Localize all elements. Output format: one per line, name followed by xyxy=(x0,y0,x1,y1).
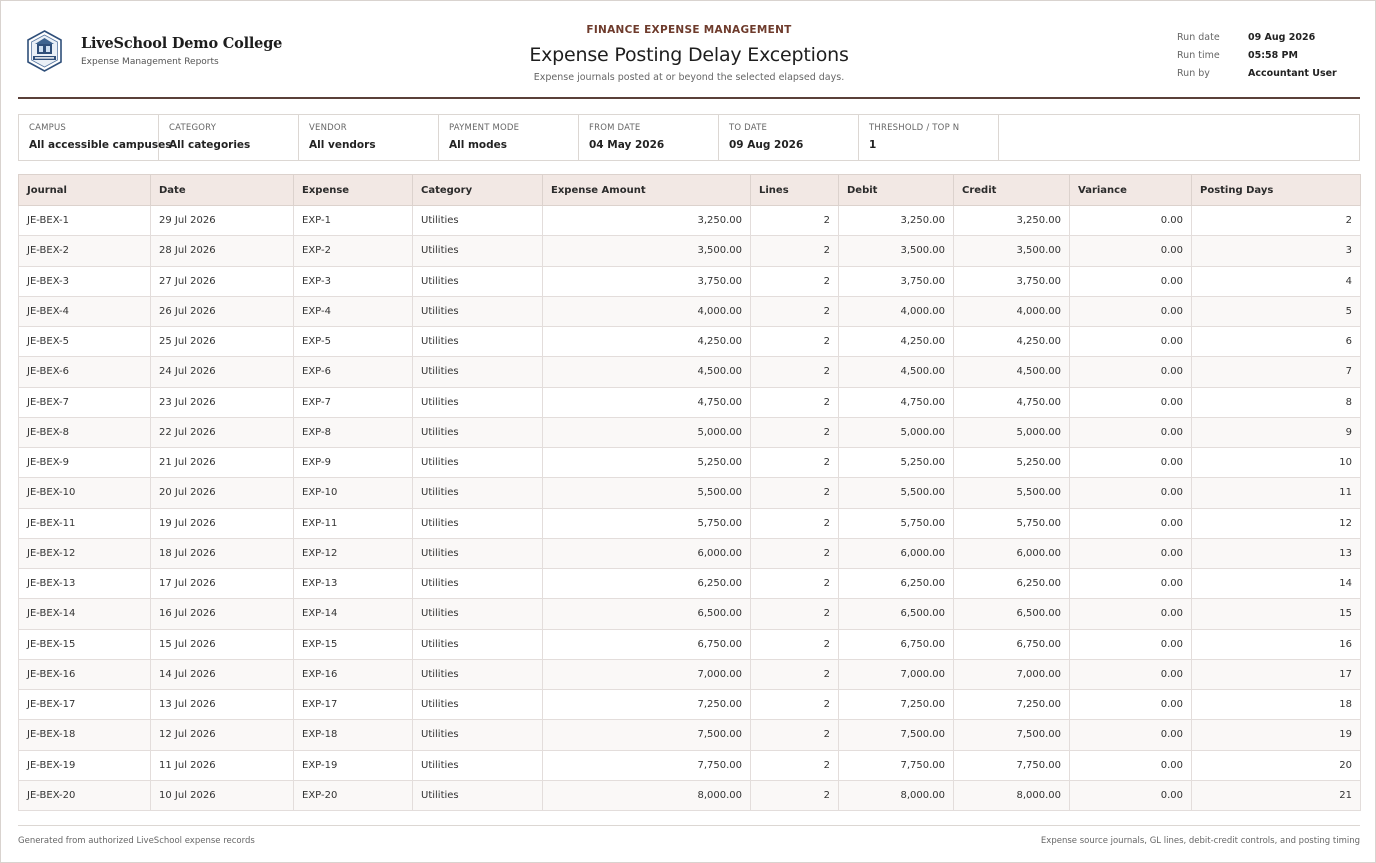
table-cell: 16 xyxy=(1192,629,1361,659)
exceptions-table xyxy=(18,174,1361,811)
table-row xyxy=(19,327,1361,357)
table-cell: 18 xyxy=(1192,690,1361,720)
footer-right-text: Expense source journals, GL lines, debit-credit controls, and posting timing xyxy=(1040,836,1360,846)
table-cell: 4,750.00 xyxy=(543,387,751,417)
table-cell: Utilities xyxy=(413,599,543,629)
table-row xyxy=(19,780,1361,810)
report-header xyxy=(18,1,1360,99)
table-cell: 4,500.00 xyxy=(543,357,751,387)
table-row xyxy=(19,357,1361,387)
table-cell: EXP-11 xyxy=(294,508,413,538)
table-cell: 0.00 xyxy=(1070,538,1192,568)
table-cell: 7,500.00 xyxy=(543,720,751,750)
table-cell: 6,750.00 xyxy=(839,629,954,659)
table-cell: 23 Jul 2026 xyxy=(151,387,294,417)
table-cell: 29 Jul 2026 xyxy=(151,206,294,236)
table-cell: 7,250.00 xyxy=(543,690,751,720)
filter-label: CAMPUS xyxy=(29,123,67,133)
run-date-value: 09 Aug 2026 xyxy=(1248,31,1316,43)
table-cell: 7,000.00 xyxy=(954,659,1070,689)
table-cell: 5,250.00 xyxy=(543,448,751,478)
filter-summary xyxy=(18,114,1360,161)
table-cell: Utilities xyxy=(413,690,543,720)
table-row xyxy=(19,599,1361,629)
table-cell: EXP-7 xyxy=(294,387,413,417)
table-cell: 5,750.00 xyxy=(839,508,954,538)
filter-value: 1 xyxy=(869,139,877,151)
table-cell: 5,000.00 xyxy=(954,417,1070,447)
table-row xyxy=(19,448,1361,478)
table-row xyxy=(19,387,1361,417)
table-cell: 3,500.00 xyxy=(543,236,751,266)
report-eyebrow: FINANCE EXPENSE MANAGEMENT xyxy=(586,24,792,36)
table-row xyxy=(19,417,1361,447)
table-cell: JE-BEX-14 xyxy=(19,599,151,629)
table-cell: 25 Jul 2026 xyxy=(151,327,294,357)
table-cell: 6,250.00 xyxy=(839,569,954,599)
table-cell: JE-BEX-12 xyxy=(19,538,151,568)
table-cell: Utilities xyxy=(413,569,543,599)
table-cell: 6,500.00 xyxy=(839,599,954,629)
filter-value: All modes xyxy=(449,139,508,151)
table-cell: EXP-8 xyxy=(294,417,413,447)
report-heading xyxy=(438,24,940,83)
filter-vendor xyxy=(299,115,439,160)
table-cell: 0.00 xyxy=(1070,357,1192,387)
table-cell: 2 xyxy=(751,720,839,750)
table-cell: 27 Jul 2026 xyxy=(151,266,294,296)
table-cell: 10 Jul 2026 xyxy=(151,780,294,810)
table-cell: 2 xyxy=(751,478,839,508)
table-cell: 3,500.00 xyxy=(839,236,954,266)
table-cell: 7,000.00 xyxy=(839,659,954,689)
filter-label: CATEGORY xyxy=(169,123,217,133)
table-cell: 2 xyxy=(751,448,839,478)
table-cell: 6,750.00 xyxy=(954,629,1070,659)
table-cell: 14 Jul 2026 xyxy=(151,659,294,689)
table-cell: 0.00 xyxy=(1070,296,1192,326)
table-cell: JE-BEX-10 xyxy=(19,478,151,508)
column-header: Debit xyxy=(839,175,954,206)
table-cell: 5,500.00 xyxy=(839,478,954,508)
filter-label: TO DATE xyxy=(729,123,768,133)
table-cell: 18 Jul 2026 xyxy=(151,538,294,568)
table-cell: Utilities xyxy=(413,448,543,478)
table-cell: 4,500.00 xyxy=(954,357,1070,387)
table-cell: JE-BEX-11 xyxy=(19,508,151,538)
table-cell: 2 xyxy=(751,357,839,387)
table-row xyxy=(19,538,1361,568)
report-footer xyxy=(18,825,1360,846)
table-cell: JE-BEX-9 xyxy=(19,448,151,478)
table-cell: EXP-2 xyxy=(294,236,413,266)
table-cell: 7,750.00 xyxy=(839,750,954,780)
table-cell: 24 Jul 2026 xyxy=(151,357,294,387)
table-cell: 0.00 xyxy=(1070,599,1192,629)
table-row xyxy=(19,236,1361,266)
table-row xyxy=(19,629,1361,659)
table-cell: 13 xyxy=(1192,538,1361,568)
table-cell: EXP-10 xyxy=(294,478,413,508)
filter-payment-mode xyxy=(439,115,579,160)
table-cell: 14 xyxy=(1192,569,1361,599)
table-cell: 6,000.00 xyxy=(543,538,751,568)
table-cell: Utilities xyxy=(413,417,543,447)
table-cell: 6 xyxy=(1192,327,1361,357)
table-cell: 6,250.00 xyxy=(954,569,1070,599)
table-cell: Utilities xyxy=(413,387,543,417)
table-cell: EXP-20 xyxy=(294,780,413,810)
table-cell: 0.00 xyxy=(1070,236,1192,266)
table-cell: 0.00 xyxy=(1070,508,1192,538)
table-cell: Utilities xyxy=(413,206,543,236)
table-cell: EXP-16 xyxy=(294,659,413,689)
table-cell: JE-BEX-20 xyxy=(19,780,151,810)
table-cell: Utilities xyxy=(413,629,543,659)
filter-label: PAYMENT MODE xyxy=(449,123,520,133)
table-cell: 4,000.00 xyxy=(954,296,1070,326)
table-cell: Utilities xyxy=(413,659,543,689)
table-cell: Utilities xyxy=(413,750,543,780)
table-cell: 0.00 xyxy=(1070,720,1192,750)
table-body xyxy=(19,206,1361,811)
table-cell: 3,500.00 xyxy=(954,236,1070,266)
table-cell: 2 xyxy=(751,236,839,266)
run-time-row xyxy=(1177,46,1337,64)
table-cell: EXP-12 xyxy=(294,538,413,568)
table-cell: Utilities xyxy=(413,720,543,750)
table-cell: 8,000.00 xyxy=(954,780,1070,810)
table-cell: JE-BEX-6 xyxy=(19,357,151,387)
table-cell: 17 xyxy=(1192,659,1361,689)
table-cell: 2 xyxy=(751,629,839,659)
table-cell: 4,750.00 xyxy=(954,387,1070,417)
table-cell: 5,000.00 xyxy=(839,417,954,447)
table-cell: JE-BEX-1 xyxy=(19,206,151,236)
table-cell: 5 xyxy=(1192,296,1361,326)
column-header: Credit xyxy=(954,175,1070,206)
table-row xyxy=(19,206,1361,236)
table-cell: 6,750.00 xyxy=(543,629,751,659)
table-cell: 21 xyxy=(1192,780,1361,810)
table-cell: 3,250.00 xyxy=(954,206,1070,236)
table-cell: 7,250.00 xyxy=(839,690,954,720)
table-row xyxy=(19,478,1361,508)
table-cell: Utilities xyxy=(413,478,543,508)
table-cell: 5,500.00 xyxy=(954,478,1070,508)
table-cell: 4,250.00 xyxy=(543,327,751,357)
table-cell: 0.00 xyxy=(1070,387,1192,417)
table-cell: Utilities xyxy=(413,327,543,357)
table-cell: 3,750.00 xyxy=(839,266,954,296)
filter-value: 04 May 2026 xyxy=(589,139,665,151)
run-by-label: Run by xyxy=(1177,67,1210,79)
table-cell: EXP-4 xyxy=(294,296,413,326)
table-cell: 9 xyxy=(1192,417,1361,447)
run-time-value: 05:58 PM xyxy=(1248,49,1298,61)
run-by-value: Accountant User xyxy=(1248,67,1337,79)
table-cell: 15 xyxy=(1192,599,1361,629)
table-cell: 10 xyxy=(1192,448,1361,478)
table-cell: 17 Jul 2026 xyxy=(151,569,294,599)
table-cell: 7,250.00 xyxy=(954,690,1070,720)
table-cell: EXP-18 xyxy=(294,720,413,750)
run-metadata xyxy=(1177,28,1337,82)
table-cell: EXP-17 xyxy=(294,690,413,720)
table-cell: JE-BEX-2 xyxy=(19,236,151,266)
column-header: Posting Days xyxy=(1192,175,1361,206)
table-cell: Utilities xyxy=(413,236,543,266)
table-cell: 7,500.00 xyxy=(954,720,1070,750)
table-cell: 4 xyxy=(1192,266,1361,296)
column-header: Variance xyxy=(1070,175,1192,206)
table-cell: 6,250.00 xyxy=(543,569,751,599)
table-cell: EXP-14 xyxy=(294,599,413,629)
college-subtitle: Expense Management Reports xyxy=(81,57,219,67)
column-header: Lines xyxy=(751,175,839,206)
column-header: Expense Amount xyxy=(543,175,751,206)
table-cell: JE-BEX-13 xyxy=(19,569,151,599)
table-cell: 12 Jul 2026 xyxy=(151,720,294,750)
table-cell: EXP-6 xyxy=(294,357,413,387)
table-cell: 26 Jul 2026 xyxy=(151,296,294,326)
table-cell: JE-BEX-8 xyxy=(19,417,151,447)
table-cell: 2 xyxy=(751,569,839,599)
filter-from-date xyxy=(579,115,719,160)
table-cell: 3,750.00 xyxy=(954,266,1070,296)
table-cell: 11 xyxy=(1192,478,1361,508)
table-cell: 4,750.00 xyxy=(839,387,954,417)
table-cell: 7,750.00 xyxy=(543,750,751,780)
table-cell: 0.00 xyxy=(1070,780,1192,810)
table-cell: 2 xyxy=(751,750,839,780)
table-cell: 0.00 xyxy=(1070,690,1192,720)
brand xyxy=(24,29,282,73)
table-row xyxy=(19,266,1361,296)
filter-value: 09 Aug 2026 xyxy=(729,139,804,151)
filter-label: THRESHOLD / TOP N xyxy=(869,123,960,133)
table-cell: 0.00 xyxy=(1070,569,1192,599)
table-cell: 3,750.00 xyxy=(543,266,751,296)
table-header-row xyxy=(19,175,1361,206)
filter-to-date xyxy=(719,115,859,160)
footer-left-text: Generated from authorized LiveSchool expense records xyxy=(18,836,255,846)
table-cell: Utilities xyxy=(413,357,543,387)
filter-campus xyxy=(19,115,172,160)
table-cell: 2 xyxy=(751,659,839,689)
table-cell: Utilities xyxy=(413,266,543,296)
table-cell: JE-BEX-17 xyxy=(19,690,151,720)
table-cell: 2 xyxy=(751,538,839,568)
table-cell: Utilities xyxy=(413,508,543,538)
table-cell: 0.00 xyxy=(1070,750,1192,780)
table-cell: 4,250.00 xyxy=(839,327,954,357)
page-title: Expense Posting Delay Exceptions xyxy=(529,44,849,66)
table-cell: 5,500.00 xyxy=(543,478,751,508)
table-row xyxy=(19,720,1361,750)
table-cell: 16 Jul 2026 xyxy=(151,599,294,629)
table-cell: 0.00 xyxy=(1070,417,1192,447)
table-cell: 19 xyxy=(1192,720,1361,750)
table-cell: 21 Jul 2026 xyxy=(151,448,294,478)
table-row xyxy=(19,690,1361,720)
table-cell: 20 Jul 2026 xyxy=(151,478,294,508)
filter-value: All accessible campuses xyxy=(29,139,172,151)
table-cell: 4,000.00 xyxy=(543,296,751,326)
table-cell: 5,250.00 xyxy=(839,448,954,478)
table-cell: JE-BEX-15 xyxy=(19,629,151,659)
table-cell: 0.00 xyxy=(1070,448,1192,478)
table-cell: 0.00 xyxy=(1070,478,1192,508)
table-cell: 8,000.00 xyxy=(543,780,751,810)
table-cell: 20 xyxy=(1192,750,1361,780)
table-cell: 28 Jul 2026 xyxy=(151,236,294,266)
table-cell: EXP-13 xyxy=(294,569,413,599)
table-cell: Utilities xyxy=(413,780,543,810)
table-cell: 0.00 xyxy=(1070,206,1192,236)
table-cell: 2 xyxy=(1192,206,1361,236)
table-row xyxy=(19,659,1361,689)
table-cell: 3,250.00 xyxy=(839,206,954,236)
table-row xyxy=(19,750,1361,780)
table-cell: 4,250.00 xyxy=(954,327,1070,357)
school-crest-icon xyxy=(24,29,65,73)
column-header: Date xyxy=(151,175,294,206)
run-date-row xyxy=(1177,28,1337,46)
table-cell: 0.00 xyxy=(1070,659,1192,689)
table-cell: 12 xyxy=(1192,508,1361,538)
college-name: LiveSchool Demo College xyxy=(81,35,283,52)
table-cell: JE-BEX-16 xyxy=(19,659,151,689)
filter-value: All categories xyxy=(169,139,251,151)
table-cell: EXP-15 xyxy=(294,629,413,659)
table-cell: 22 Jul 2026 xyxy=(151,417,294,447)
table-cell: 6,000.00 xyxy=(839,538,954,568)
table-cell: 2 xyxy=(751,599,839,629)
table-cell: 0.00 xyxy=(1070,629,1192,659)
table-cell: 7,750.00 xyxy=(954,750,1070,780)
filter-threshold xyxy=(859,115,999,160)
table-cell: JE-BEX-3 xyxy=(19,266,151,296)
table-cell: 0.00 xyxy=(1070,266,1192,296)
table-row xyxy=(19,508,1361,538)
exceptions-table-wrap xyxy=(18,174,1360,811)
table-cell: 7,000.00 xyxy=(543,659,751,689)
table-cell: 2 xyxy=(751,327,839,357)
table-cell: 5,000.00 xyxy=(543,417,751,447)
table-cell: 6,500.00 xyxy=(954,599,1070,629)
table-cell: 3 xyxy=(1192,236,1361,266)
table-cell: EXP-19 xyxy=(294,750,413,780)
column-header: Category xyxy=(413,175,543,206)
table-cell: 6,500.00 xyxy=(543,599,751,629)
table-cell: 13 Jul 2026 xyxy=(151,690,294,720)
table-cell: 2 xyxy=(751,387,839,417)
table-cell: 5,750.00 xyxy=(954,508,1070,538)
table-cell: JE-BEX-4 xyxy=(19,296,151,326)
filter-value: All vendors xyxy=(309,139,376,151)
table-cell: 2 xyxy=(751,266,839,296)
table-cell: 2 xyxy=(751,780,839,810)
table-cell: 8,000.00 xyxy=(839,780,954,810)
filter-label: FROM DATE xyxy=(589,123,641,133)
run-date-label: Run date xyxy=(1177,31,1220,43)
table-cell: EXP-1 xyxy=(294,206,413,236)
run-time-label: Run time xyxy=(1177,49,1220,61)
filter-label: VENDOR xyxy=(309,123,347,133)
table-cell: 5,750.00 xyxy=(543,508,751,538)
table-cell: JE-BEX-19 xyxy=(19,750,151,780)
table-cell: 4,000.00 xyxy=(839,296,954,326)
table-cell: 4,500.00 xyxy=(839,357,954,387)
table-cell: 5,250.00 xyxy=(954,448,1070,478)
table-cell: Utilities xyxy=(413,538,543,568)
column-header: Journal xyxy=(19,175,151,206)
table-cell: 11 Jul 2026 xyxy=(151,750,294,780)
column-header: Expense xyxy=(294,175,413,206)
table-cell: 19 Jul 2026 xyxy=(151,508,294,538)
table-cell: 7,500.00 xyxy=(839,720,954,750)
table-cell: 2 xyxy=(751,508,839,538)
table-cell: EXP-9 xyxy=(294,448,413,478)
table-cell: 7 xyxy=(1192,357,1361,387)
report-subtitle: Expense journals posted at or beyond the selected elapsed days. xyxy=(533,72,845,83)
table-cell: 2 xyxy=(751,690,839,720)
table-cell: 2 xyxy=(751,206,839,236)
table-cell: 15 Jul 2026 xyxy=(151,629,294,659)
table-cell: JE-BEX-5 xyxy=(19,327,151,357)
table-cell: EXP-5 xyxy=(294,327,413,357)
table-cell: JE-BEX-7 xyxy=(19,387,151,417)
table-cell: 2 xyxy=(751,296,839,326)
table-cell: 6,000.00 xyxy=(954,538,1070,568)
table-cell: 0.00 xyxy=(1070,327,1192,357)
table-row xyxy=(19,296,1361,326)
table-row xyxy=(19,569,1361,599)
run-by-row xyxy=(1177,64,1337,82)
filter-category xyxy=(159,115,299,160)
table-cell: 2 xyxy=(751,417,839,447)
table-cell: JE-BEX-18 xyxy=(19,720,151,750)
table-cell: 3,250.00 xyxy=(543,206,751,236)
table-cell: EXP-3 xyxy=(294,266,413,296)
table-cell: Utilities xyxy=(413,296,543,326)
table-cell: 8 xyxy=(1192,387,1361,417)
